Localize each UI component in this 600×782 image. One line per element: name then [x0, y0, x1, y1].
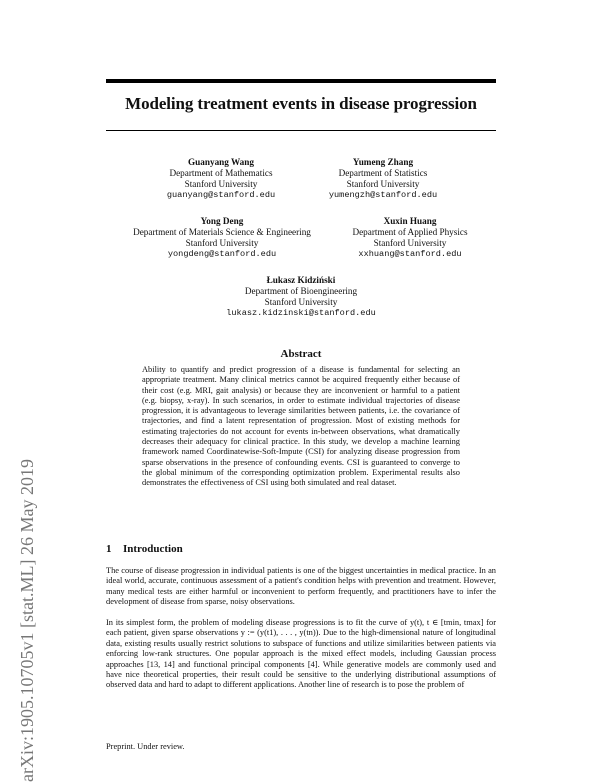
footer-note: Preprint. Under review. — [106, 742, 185, 751]
author-dept: Department of Statistics — [338, 168, 428, 178]
author-dept: Department of Bioengineering — [244, 286, 358, 296]
section-number: 1 — [106, 543, 112, 555]
intro-paragraph-2: In its simplest form, the problem of modeling disease progressions is to fit the curve of y(t), t ∈ [tmin, tmax] for each patient, given sparse observations y := (y(t1), . . . , y(tn)). Due to the high-dimensional nature of longitudinal data, existing results usually restrict solutions to subspace of functions and utilize similarities between patients via enforcing low-rank structures. One popular approach is the mixed effect models, including Gaussian process approaches [13, 14] and functional principal components [4]. While generative models are commonly used and have nice theoretical properties, their result could be sensitive to the underlying distributional assumptions of observed data and hard to adapt to different applications. Another line of research is to pose the problem of — [106, 618, 496, 690]
intro-paragraph-1: The course of disease progression in individual patients is one of the biggest uncertainties in medical practice. In an ideal world, accurate, continuous assessment of a patient's condition helps with prevention and treatment. However, many medical tests are either harmful or inconvenient to perform frequently, and practitioners have to infer the development of disease from sparse, noisy observations. — [106, 566, 496, 607]
author-univ: Stanford University — [184, 179, 258, 189]
author-block — [332, 216, 488, 260]
author-univ: Stanford University — [264, 297, 338, 307]
author-univ: Stanford University — [185, 238, 259, 248]
author-dept: Department of Materials Science & Engineering — [133, 227, 311, 237]
section-heading — [106, 543, 183, 555]
abstract-text: Ability to quantify and predict progression of a disease is fundamental for selecting an appropriate treatment. Many clinical metrics cannot be acquired frequently either because of their cost (e.g. MRI, gait analysis) or because they are inconvenient or harmful to a patient (e.g. biopsy, x-ray). In such scenarios, in order to estimate individual trajectories of disease progression, it is advantageous to leverage similarities between patients, i.e. the covariance of trajectories, and find a latent representation of progression. Most of existing methods for estimating trajectories do not account for events in-between observations, what dramatically decreases their adequacy for clinical practice. In this study, we develop a machine learning framework named Coordinatewise-Soft-Impute (CSI) for analyzing disease progression from sparse observations in the presence of confounding events. CSI is guaranteed to converge to the global minimum of the corresponding optimization problem. Experimental results also demonstrates the effectiveness of CSI using both simulated and real dataset. — [142, 365, 460, 488]
author-name: Łukasz Kidziński — [266, 275, 336, 285]
author-dept: Department of Mathematics — [169, 168, 273, 178]
paper-title: Modeling treatment events in disease progression — [125, 94, 477, 113]
author-email: guanyang@stanford.edu — [166, 190, 276, 200]
author-block — [146, 157, 296, 201]
title-rule-bottom — [106, 130, 496, 131]
title-rule-top — [106, 79, 496, 83]
author-block — [118, 216, 326, 260]
author-name: Guanyang Wang — [188, 157, 254, 167]
author-email: xxhuang@stanford.edu — [358, 249, 462, 259]
section-title: Introduction — [123, 543, 183, 555]
author-name: Yumeng Zhang — [352, 157, 414, 167]
author-block — [196, 275, 406, 319]
abstract-heading: Abstract — [280, 348, 322, 360]
author-block — [308, 157, 458, 201]
author-dept: Department of Applied Physics — [352, 227, 468, 237]
author-email: lukasz.kidzinski@stanford.edu — [226, 308, 376, 318]
author-email: yongdeng@stanford.edu — [167, 249, 277, 259]
author-univ: Stanford University — [346, 179, 420, 189]
author-name: Xuxin Huang — [383, 216, 437, 226]
arxiv-watermark: arXiv:1905.10705v1 [stat.ML] 26 May 2019 — [17, 459, 37, 782]
author-name: Yong Deng — [200, 216, 244, 226]
author-univ: Stanford University — [373, 238, 447, 248]
author-email: yumengzh@stanford.edu — [328, 190, 438, 200]
